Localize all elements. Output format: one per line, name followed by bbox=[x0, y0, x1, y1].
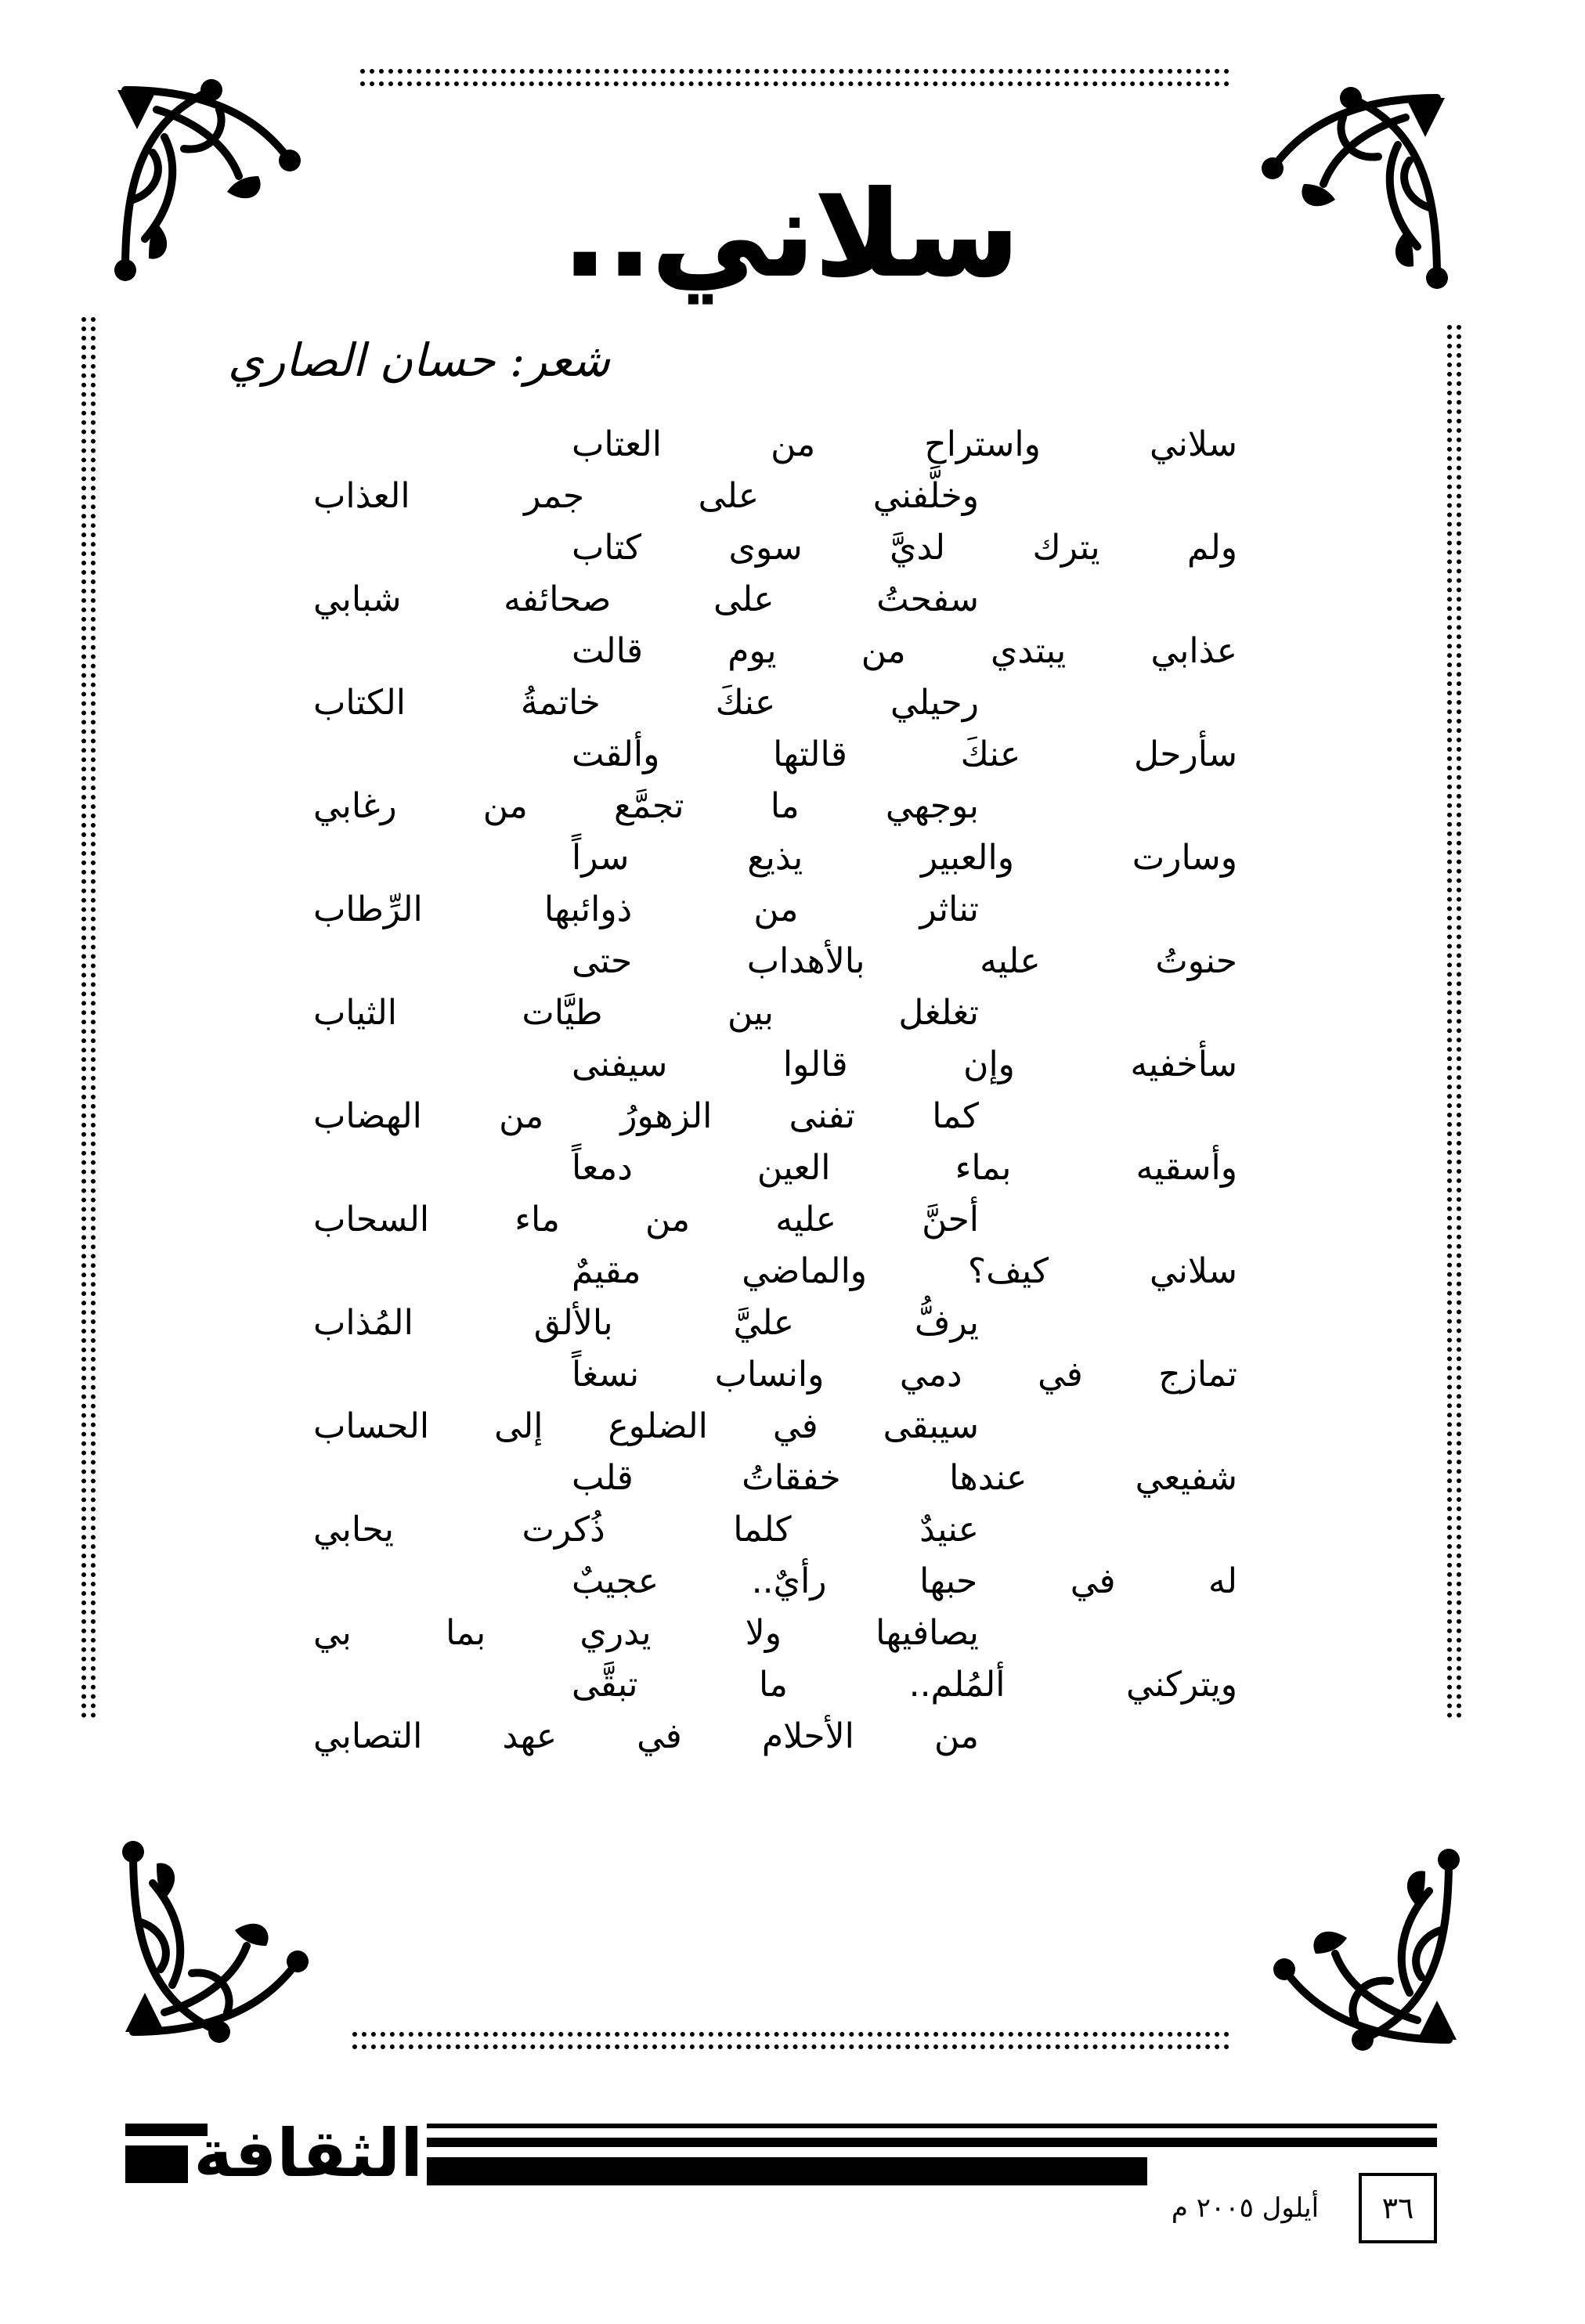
footer-left-block bbox=[125, 2145, 188, 2183]
poem-verse: سلاني واستراح من العتاب bbox=[572, 424, 1237, 464]
poem-verse: بوجهي ما تجمَّع من رغابي bbox=[313, 786, 979, 826]
poem-verse: عنيدٌ كلما ذُكرت يحابي bbox=[313, 1510, 979, 1550]
poem-verse: يرفُّ عليَّ بالألق المُذاب bbox=[313, 1303, 979, 1343]
top-dotted-border bbox=[360, 69, 1229, 86]
poem-verse: سيبقى في الضلوع إلى الحساب bbox=[313, 1406, 979, 1446]
poem-author: شعر: حسان الصاري bbox=[227, 334, 610, 387]
footer-thin-rule bbox=[427, 2124, 1437, 2128]
poem-verse: أحنَّ عليه من ماء السحاب bbox=[313, 1200, 979, 1240]
poem-body bbox=[313, 419, 1237, 1828]
poem-verse: سأخفيه وإن قالوا سيفنى bbox=[572, 1045, 1237, 1084]
poem-verse: كما تفنى الزهورُ من الهضاب bbox=[313, 1096, 979, 1136]
poem-verse: شفيعي عندها خفقاتُ قلب bbox=[572, 1458, 1237, 1498]
right-dotted-border bbox=[1447, 325, 1461, 1719]
poem-verse: له في حبها رأيٌ.. عجيبٌ bbox=[572, 1561, 1237, 1601]
poem-verse: سفحتُ على صحائفه شبابي bbox=[313, 579, 979, 619]
bottom-right-ornament-icon bbox=[1269, 1844, 1464, 2055]
magazine-logo: الثقافة bbox=[193, 2115, 423, 2192]
left-dotted-border bbox=[81, 317, 96, 1719]
poem-verse: سلاني كيف؟ والماضي مقيمٌ bbox=[572, 1251, 1237, 1291]
poem-verse: وأسقيه بماء العين دمعاً bbox=[572, 1148, 1237, 1188]
poem-verse: ولم يترك لديَّ سوى كتاب bbox=[572, 528, 1237, 568]
bottom-left-ornament-icon bbox=[117, 1836, 313, 2048]
top-left-ornament-icon bbox=[110, 74, 305, 286]
poem-verse: تغلغل بين طيَّات الثياب bbox=[313, 993, 979, 1033]
poem-verse: عذابي يبتدي من يوم قالت bbox=[572, 631, 1237, 671]
poem-title: سلاني.. bbox=[562, 167, 1020, 303]
top-right-ornament-icon bbox=[1257, 82, 1453, 294]
footer-thick-rule bbox=[427, 2138, 1437, 2147]
poem-verse: سأرحل عنكَ قالتها وألقت bbox=[572, 734, 1237, 774]
poem-verse: من الأحلام في عهد التصابي bbox=[313, 1716, 979, 1756]
poem-verse: رحيلي عنكَ خاتمةُ الكتاب bbox=[313, 683, 979, 723]
poem-verse: وسارت والعبير يذيع سراً bbox=[572, 838, 1237, 878]
poem-verse: حنوتُ عليه بالأهداب حتى bbox=[572, 941, 1237, 981]
poem-verse: ويتركني ألمُلم.. ما تبقَّى bbox=[572, 1665, 1237, 1705]
page-number: ٣٦ bbox=[1359, 2173, 1437, 2243]
poem-verse: تناثر من ذوائبها الرِّطاب bbox=[313, 890, 979, 929]
issue-date: أيلول ٢٠٠٥ م bbox=[1171, 2192, 1320, 2224]
footer-black-bar bbox=[427, 2157, 1147, 2185]
poem-verse: يصافيها ولا يدري بما بي bbox=[313, 1613, 979, 1653]
poem-verse: وخلَّفني على جمر العذاب bbox=[313, 476, 979, 516]
poem-verse: تمازج في دمي وانساب نسغاً bbox=[572, 1355, 1237, 1395]
bottom-dotted-border bbox=[352, 2032, 1229, 2049]
